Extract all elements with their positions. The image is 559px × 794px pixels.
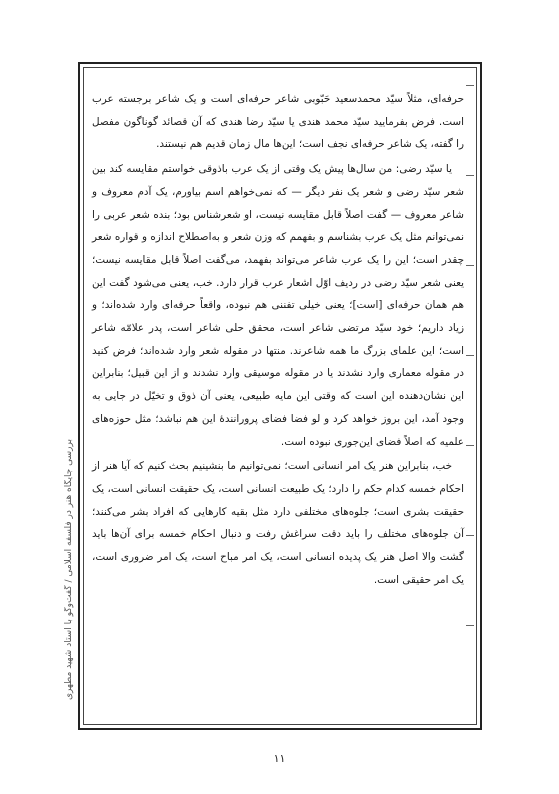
margin-tick [466, 445, 474, 446]
margin-tick [466, 535, 474, 536]
paragraph: خب، بنابراین هنر یک امر انسانی است؛ نمی‌توانیم ما بنشینیم بحث کنیم که آیا هنر از احکام خمسه کدام حکم را دارد؛ یک طبیعت انسانی است، یک حقیقت انسانی است، یک حقیقت بشری است؛ جلوه‌های مختلفی دارد مثل بقیه کارهایی که افراد بشر می‌کنند؛ آن جلوه‌های مختلف را باید دقت سراغش رفت و دنبال احکام خمسه برای آن‌ها باید گشت والا اصل هنر یک پدیده انسانی است، یک امر مباح است، یک امر ضروری است، یک امر حقیقی است. [92, 460, 464, 586]
paragraph: یا سیّد رضی: من سال‌ها پیش یک وقتی از یک عرب باذوقی خواستم مقایسه کند بین شعر سیّد رضی و شعر یک نفر دیگر — که نمی‌خواهم اسم بیاورم، یک آدم معروف و شاعر معروف — گفت اصلاً قابل مقایسه نیست، او شعرشناس بود؛ بنده شعر عربی را نمی‌توانم مثل یک عرب بشناسم و بفهمم که وزن شعر و به‌اصطلاح اندازه و قواره شعر چقدر است؛ این را یک عرب شاعر می‌تواند بفهمد، می‌گفت اصلاً قابل مقایسه نیست؛ یعنی شعر سیّد رضی در ردیف اوّل اشعار عرب قرار دارد. خب، یعنی می‌شود گفت این هم همان حرفه‌ای [است]؛ یعنی خیلی تفننی هم نبوده، واقعاً حرفه‌ای وارد شده‌اند؛ و زیاد داریم؛ خود سیّد مرتضی شاعر است، محقق حلی شاعر است، پدر علامّه شاعر است؛ این علمای بزرگ ما همه شاعرند. منتها در مقوله شعر وارد شده‌اند؛ فرض کنید در مقوله معماری وارد نشدند یا در مقوله موسیقی وارد نشدند و از این قبیل؛ بنابراین این نشان‌دهنده این است که وقتی این مایه طبیعی، یعنی آن ذوق و تخیّل در جایی به وجود آمد، این بروز خواهد کرد و لو فضا فضای پرورانندهٔ این هم نباشد؛ مثل حوزه‌های علمیه که اصلاً فضای این‌جوری نبوده است. [92, 163, 464, 448]
margin-tick [466, 265, 474, 266]
margin-tick [466, 625, 474, 626]
body-text [92, 88, 464, 591]
paragraph: حرفه‌ای، مثلاً سیّد محمدسعید حَبّوبی شاعر حرفه‌ای است و یک شاعر برجسته عرب است. فرض بفرمایید سیّد محمد هندی یا سیّد رضا هندی که آن قصائد گوناگون مفصل را گفته، یک شاعر حرفه‌ای نجف است؛ این‌ها مال زمان قدیم هم نیستند. [92, 93, 464, 151]
margin-tick [466, 85, 474, 86]
margin-note: بررسی جایگاه هنر در فلسفه اسلامی / گفت‌وگو با استاد شهید مطهری [64, 438, 74, 700]
margin-tick [466, 175, 474, 176]
page-number: ۱۱ [273, 752, 286, 765]
margin-tick [466, 355, 474, 356]
